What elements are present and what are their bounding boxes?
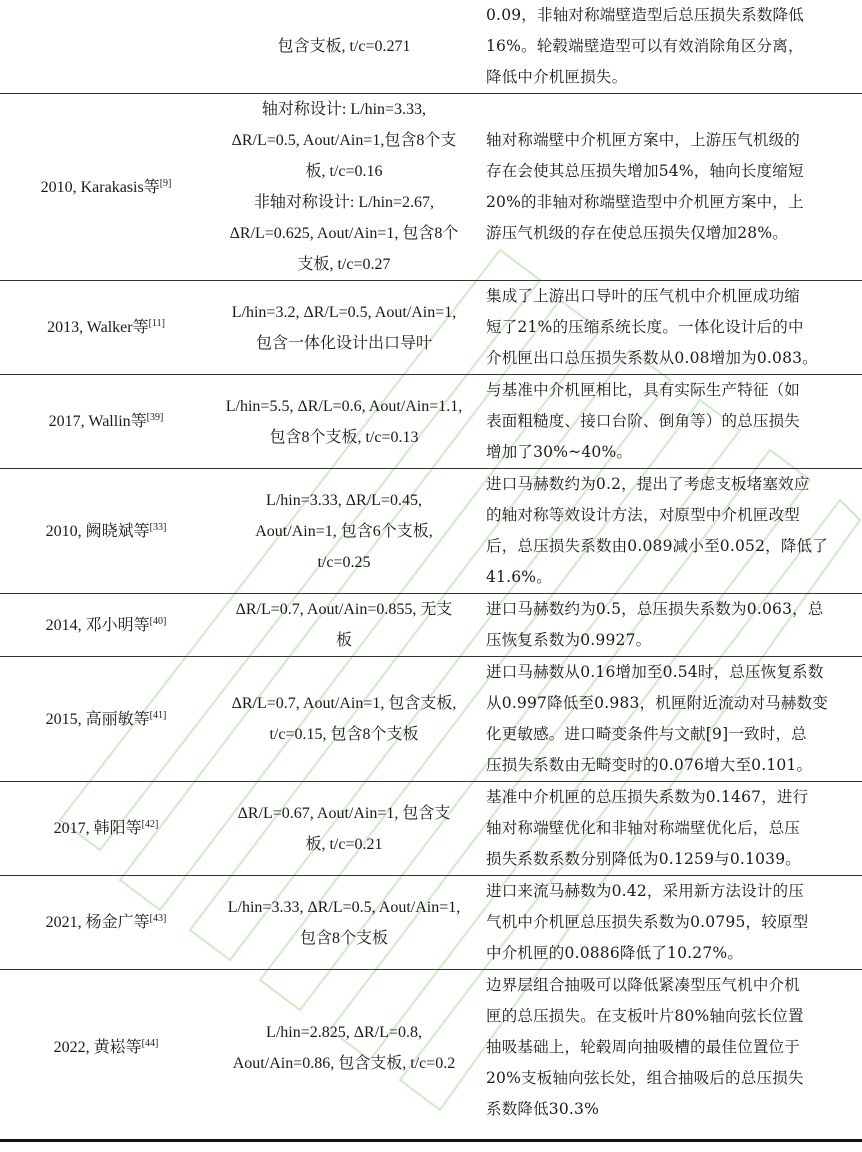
parameter-line: L/hin=3.33, ΔR/L=0.45, xyxy=(266,491,422,509)
result-line: 压损失系数由无畸变时的0.076增大至0.101。 xyxy=(486,756,813,774)
result-line: 边界层组合抽吸可以降低紧凑型压气机中介机 xyxy=(486,976,801,994)
result-line: 游压气机级的存在使总压损失仅增加28%。 xyxy=(486,224,788,242)
result-line: 中介机匣的0.0886降低了10.27%。 xyxy=(486,944,744,962)
result-line: 进口马赫数约为0.2，提出了考虑支板堵塞效应 xyxy=(486,475,810,493)
result-line: 基准中介机匣的总压损失系数为0.1467，进行 xyxy=(486,788,809,806)
result-line: 0.09，非轴对称端壁造型后总压损失系数降低 xyxy=(486,6,804,24)
parameter-line: ΔR/L=0.7, Aout/Ain=1, 包含支板, xyxy=(231,695,457,712)
citation-number: [41] xyxy=(149,709,167,721)
reference-text: 2013, Walker等 xyxy=(47,319,149,336)
table-row xyxy=(0,657,862,782)
design-parameters-cell xyxy=(212,94,476,281)
result-line: 增加了30%~40%。 xyxy=(486,443,633,461)
citation-number: [42] xyxy=(141,819,159,830)
result-cell xyxy=(476,469,862,594)
result-line: 短了21%的压缩系统长度。一体化设计后的中 xyxy=(486,318,804,336)
result-line: 匣的总压损失。在支板叶片80%轴向弦长位置 xyxy=(486,1007,804,1025)
result-cell xyxy=(476,970,862,1126)
result-line: 的轴对称等效设计方法，对原型中介机匣改型 xyxy=(486,506,801,524)
result-line: 气机中介机匣总压损失系数为0.0795，较原型 xyxy=(486,913,809,931)
design-parameters-cell xyxy=(212,782,476,876)
parameter-line: 支板, t/c=0.27 xyxy=(297,256,391,273)
citation-number: [33] xyxy=(149,521,167,533)
parameter-line: ΔR/L=0.7, Aout/Ain=0.855, 无支 xyxy=(235,601,453,618)
table-bottom-rule xyxy=(0,1139,862,1142)
parameter-line: ΔR/L=0.67, Aout/Ain=1, 包含支 xyxy=(237,804,451,822)
result-line: 16%。轮毂端壁造型可以有效消除角区分离， xyxy=(486,37,804,55)
design-parameters-cell xyxy=(212,281,476,375)
parameter-line: ΔR/L=0.625, Aout/Ain=1, 包含8个 xyxy=(229,225,459,242)
result-line: 从0.997降低至0.983，机匣附近流动对马赫数变 xyxy=(486,694,828,712)
table-row xyxy=(0,375,862,469)
parameter-line: L/hin=5.5, ΔR/L=0.6, Aout/Ain=1.1, xyxy=(225,397,463,415)
citation-number: [39] xyxy=(146,412,164,423)
reference-cell xyxy=(0,375,212,469)
reference-text: 2014, 邓小明等 xyxy=(45,616,150,634)
citation-number: [9] xyxy=(159,177,172,189)
citation-number: [44] xyxy=(141,1038,159,1049)
table-row xyxy=(0,281,862,375)
result-line: 轴对称端壁优化和非轴对称端壁优化后，总压 xyxy=(486,819,801,837)
result-line: 损失系数系数分别降低为0.1259与0.1039。 xyxy=(486,850,801,868)
parameter-line: Aout/Ain=1, 包含6个支板, xyxy=(255,522,433,540)
parameter-line: L/hin=3.2, ΔR/L=0.5, Aout/Ain=1, xyxy=(231,303,457,321)
design-parameters-cell xyxy=(212,970,476,1126)
result-line: 化更敏感。进口畸变条件与文献[9]一致时，总 xyxy=(486,725,807,743)
table-row xyxy=(0,0,862,94)
reference-cell xyxy=(0,0,212,94)
reference-cell xyxy=(0,94,212,281)
result-line: 介机匣出口总压损失系数从0.08增加为0.083。 xyxy=(486,349,818,367)
reference-text: 2017, 韩阳等 xyxy=(53,820,142,837)
parameter-line: Aout/Ain=0.86, 包含支板, t/c=0.2 xyxy=(232,1054,456,1072)
result-line: 抽吸基础上，轮毂周向抽吸槽的最佳位置位于 xyxy=(486,1038,801,1056)
parameter-line: L/hin=3.33, ΔR/L=0.5, Aout/Ain=1, xyxy=(227,898,461,916)
reference-text: 2021, 杨金广等 xyxy=(45,914,150,931)
result-cell xyxy=(476,94,862,281)
parameter-line: L/hin=2.825, ΔR/L=0.8, xyxy=(266,1023,422,1041)
reference-cell xyxy=(0,970,212,1126)
result-cell xyxy=(476,876,862,970)
parameter-line: t/c=0.25 xyxy=(317,553,371,571)
parameter-line: ΔR/L=0.5, Aout/Ain=1,包含8个支 xyxy=(231,132,457,149)
reference-cell xyxy=(0,594,212,657)
result-cell xyxy=(476,0,862,94)
result-line: 存在会使其总压损失增加54%，轴向长度缩短 xyxy=(486,162,804,180)
reference-cell xyxy=(0,469,212,594)
result-cell xyxy=(476,281,862,375)
parameter-line: 板, t/c=0.16 xyxy=(305,163,383,180)
result-line: 20%的非轴对称端壁造型中介机匣方案中，上 xyxy=(486,193,804,211)
design-parameters-cell xyxy=(212,469,476,594)
table-row xyxy=(0,876,862,970)
table-row xyxy=(0,94,862,281)
result-line: 41.6%。 xyxy=(486,568,552,586)
result-line: 后，总压损失系数由0.089减小至0.052，降低了 xyxy=(486,537,828,555)
reference-cell xyxy=(0,876,212,970)
parameter-line: 包含8个支板, t/c=0.13 xyxy=(269,428,419,446)
result-line: 压恢复系数为0.9927。 xyxy=(486,631,652,649)
reference-text: 2017, Wallin等 xyxy=(48,413,147,430)
reference-cell xyxy=(0,782,212,876)
result-cell xyxy=(476,594,862,657)
result-line: 与基准中介机匣相比，具有实际生产特征（如 xyxy=(486,381,801,399)
table-row xyxy=(0,970,862,1126)
parameter-line: 板 xyxy=(335,632,352,649)
design-parameters-cell xyxy=(212,375,476,469)
parameter-line: 非轴对称设计: L/hin=2.67, xyxy=(253,194,435,211)
reference-cell xyxy=(0,281,212,375)
citation-number: [11] xyxy=(148,318,165,329)
parameter-line: 板, t/c=0.21 xyxy=(305,835,383,853)
table-row xyxy=(0,594,862,657)
result-line: 轴对称端壁中介机匣方案中，上游压气机级的 xyxy=(486,131,801,149)
parameter-line: 包含一体化设计出口导叶 xyxy=(255,334,432,352)
design-parameters-cell xyxy=(212,594,476,657)
result-line: 降低中介机匣损失。 xyxy=(486,68,628,86)
result-cell xyxy=(476,782,862,876)
reference-text: 2015, 高丽敏等 xyxy=(45,710,150,728)
result-line: 进口马赫数从0.16增加至0.54时，总压恢复系数 xyxy=(486,663,824,681)
result-line: 系数降低30.3% xyxy=(486,1100,600,1118)
design-parameters-cell xyxy=(212,876,476,970)
result-line: 表面粗糙度、接口台阶、倒角等）的总压损失 xyxy=(486,412,801,430)
parameter-line: 包含支板, t/c=0.271 xyxy=(277,38,411,55)
table-row xyxy=(0,782,862,876)
result-line: 集成了上游出口导叶的压气机中介机匣成功缩 xyxy=(486,287,801,305)
table-row xyxy=(0,469,862,594)
parameter-line: 轴对称设计: L/hin=3.33, xyxy=(261,101,427,118)
parameter-line: 包含8个支板 xyxy=(299,929,388,947)
citation-number: [40] xyxy=(149,615,167,627)
reference-text: 2022, 黄崧等 xyxy=(53,1039,142,1056)
design-parameters-cell xyxy=(212,0,476,94)
reference-cell xyxy=(0,657,212,782)
result-line: 20%支板轴向弦长处，组合抽吸后的总压损失 xyxy=(486,1069,804,1087)
result-cell xyxy=(476,657,862,782)
result-line: 进口马赫数约为0.5，总压损失系数为0.063，总 xyxy=(486,600,824,618)
design-parameters-cell xyxy=(212,657,476,782)
parameter-line: t/c=0.15, 包含8个支板 xyxy=(269,726,419,743)
result-line: 进口来流马赫数为0.42，采用新方法设计的压 xyxy=(486,882,804,900)
reference-text: 2010, Karakasis等 xyxy=(40,178,160,196)
reference-text: 2010, 阙晓斌等 xyxy=(45,522,150,540)
result-cell xyxy=(476,375,862,469)
citation-number: [43] xyxy=(149,913,167,924)
